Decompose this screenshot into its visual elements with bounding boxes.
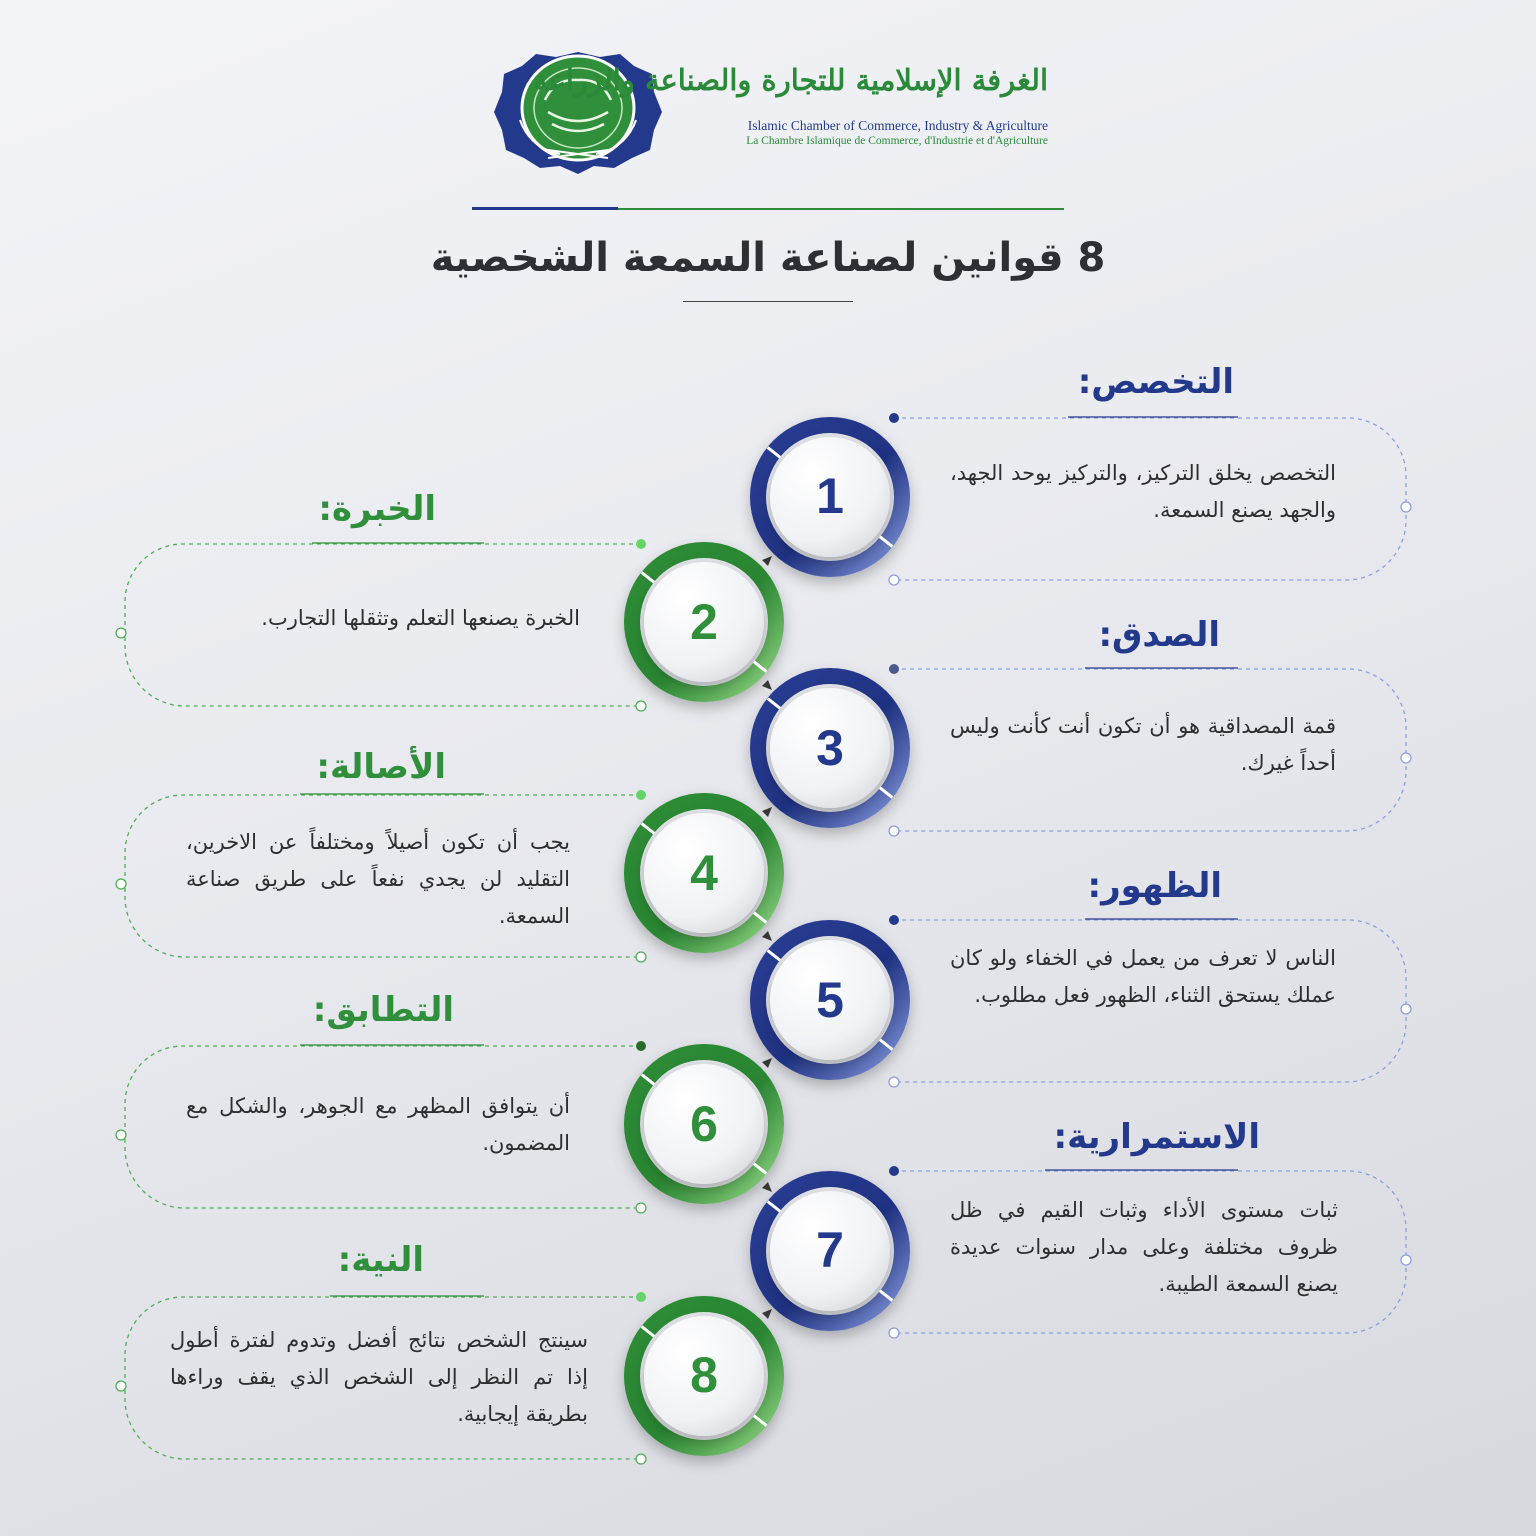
law-4-number: 4 bbox=[690, 845, 718, 901]
law-1-title: التخصص: bbox=[1077, 362, 1234, 402]
law-6-body: أن يتوافق المظهر مع الجوهر، والشكل مع المضمون. bbox=[186, 1094, 570, 1155]
law-6-number: 6 bbox=[690, 1096, 718, 1152]
law-5-title: الظهور: bbox=[1087, 866, 1222, 906]
law-2-number: 2 bbox=[690, 594, 718, 650]
connector-5-6 bbox=[762, 1058, 772, 1068]
connector-7-8 bbox=[762, 1309, 772, 1319]
law-5-body: الناس لا تعرف من يعمل في الخفاء ولو كان عملك يستحق الثناء، الظهور فعل مطلوب. bbox=[950, 946, 1336, 1007]
law-1-body: التخصص يخلق التركيز، والتركيز يوحد الجهد، والجهد يصنع السمعة. bbox=[950, 461, 1336, 522]
law-2-body: الخبرة يصنعها التعلم وتثقلها التجارب. bbox=[261, 606, 580, 630]
header-divider-green bbox=[618, 208, 1064, 210]
law-2-title: الخبرة: bbox=[318, 489, 436, 529]
law-4-title: الأصالة: bbox=[316, 747, 446, 787]
connector-2-3 bbox=[762, 680, 772, 690]
law-5-number: 5 bbox=[816, 972, 844, 1028]
law-3-title: الصدق: bbox=[1098, 615, 1220, 655]
law-3-number: 3 bbox=[816, 720, 844, 776]
law-7-title: الاستمرارية: bbox=[1053, 1117, 1260, 1157]
law-7-number: 7 bbox=[816, 1222, 844, 1278]
connector-4-5 bbox=[762, 931, 772, 941]
organization-logo-text bbox=[533, 60, 1048, 148]
law-8-title: النية: bbox=[337, 1240, 424, 1280]
connector-6-7 bbox=[762, 1182, 772, 1192]
connector-1-2 bbox=[762, 556, 772, 566]
org-name-french: La Chambre Islamique de Commerce, d'Industrie et d'Agriculture bbox=[746, 135, 1048, 147]
law-3-body: قمة المصداقية هو أن تكون أنت كأنت وليس أحداً غيرك. bbox=[950, 714, 1336, 775]
org-name-english: Islamic Chamber of Commerce, Industry & Agriculture bbox=[747, 118, 1048, 133]
law-6-title: التطابق: bbox=[312, 990, 454, 1030]
law-1-number: 1 bbox=[816, 468, 844, 524]
connector-3-4 bbox=[762, 807, 772, 817]
org-name-arabic: الغرفة الإسلامية للتجارة والصناعة والزراعة bbox=[533, 63, 1048, 97]
law-7-body: ثبات مستوى الأداء وثبات القيم في ظل ظروف مختلفة وعلى مدار سنوات عديدة يصنع السمعة الطيبة. bbox=[950, 1198, 1338, 1296]
law-8-body: سينتج الشخص نتائج أفضل وتدوم لفترة أطول إذا تم النظر إلى الشخص الذي يقف وراءها بطريقة إيجابية. bbox=[170, 1328, 588, 1426]
law-4-body: يجب أن تكون أصيلاً ومختلفاً عن الاخرين، التقليد لن يجدي نفعاً على طريق صناعة السمعة. bbox=[186, 830, 570, 928]
page-title: 8 قوانين لصناعة السمعة الشخصية bbox=[430, 235, 1106, 281]
title-underline bbox=[683, 301, 853, 302]
law-8-number: 8 bbox=[690, 1347, 718, 1403]
header-divider-blue bbox=[472, 207, 618, 210]
